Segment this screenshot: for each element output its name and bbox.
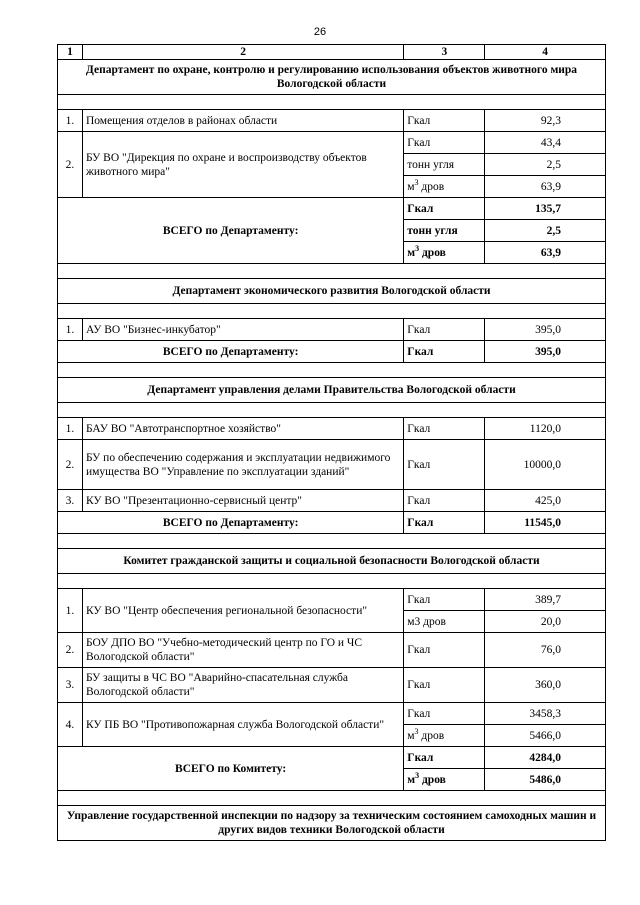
page-number: 26	[313, 26, 327, 38]
spacer-row	[58, 403, 606, 418]
unit-cell	[404, 418, 485, 440]
value-cell: 1120,0	[485, 418, 606, 440]
spacer-row	[58, 304, 606, 319]
row-number: 3.	[58, 668, 83, 703]
spacer-row	[58, 363, 606, 378]
value-cell: 389,7	[485, 589, 606, 611]
value-cell: 92,3	[485, 110, 606, 132]
value-cell: 5466,0	[485, 725, 606, 747]
section-title: Департамент экономического развития Вологодской области	[58, 279, 606, 304]
unit-cell	[404, 589, 485, 611]
total-label: ВСЕГО по Департаменту:	[58, 341, 404, 363]
value-cell: 20,0	[485, 611, 606, 633]
unit-cell	[404, 319, 485, 341]
spacer-cell	[58, 363, 606, 378]
unit-cell	[404, 176, 485, 198]
unit-text: Гкал	[407, 593, 431, 606]
unit-text: Гкал	[407, 516, 434, 529]
value-cell: 63,9	[485, 176, 606, 198]
spacer-cell	[58, 791, 606, 806]
table-row	[58, 633, 606, 668]
unit-suffix: дров	[419, 246, 446, 259]
value-cell: 76,0	[485, 633, 606, 668]
organization-name: КУ ВО "Центр обеспечения региональной безопасности"	[82, 589, 403, 633]
organization-name: БАУ ВО "Автотранспортное хозяйство"	[82, 418, 403, 440]
value-cell: 63,9	[485, 242, 606, 264]
unit-text: м3 дров	[407, 615, 446, 628]
unit-text: м	[407, 773, 416, 786]
unit-suffix: дров	[419, 773, 446, 786]
section-title-row	[58, 378, 606, 403]
table-row	[58, 668, 606, 703]
unit-text: Гкал	[407, 751, 434, 764]
unit-cell	[404, 747, 485, 769]
unit-text: Гкал	[407, 644, 431, 656]
unit-text: тонн угля	[407, 158, 454, 171]
table-row	[58, 319, 606, 341]
unit-cell	[404, 490, 485, 512]
spacer-row	[58, 264, 606, 279]
value-cell: 395,0	[485, 319, 606, 341]
section-title: Департамент по охране, контролю и регулированию использования объектов животного мира Вологодской области	[58, 60, 606, 95]
table-row	[58, 132, 606, 154]
section-title-row	[58, 806, 606, 841]
unit-cell	[404, 725, 485, 747]
value-cell: 5486,0	[485, 769, 606, 791]
spacer-row	[58, 534, 606, 549]
unit-cell	[404, 242, 485, 264]
total-label: ВСЕГО по Департаменту:	[58, 198, 404, 264]
total-label: ВСЕГО по Департаменту:	[58, 512, 404, 534]
value-cell: 395,0	[485, 341, 606, 363]
column-header: 4	[485, 45, 606, 60]
total-row	[58, 341, 606, 363]
unit-cell	[404, 512, 485, 534]
table-row	[58, 703, 606, 725]
unit-superscript: 3	[414, 726, 419, 736]
unit-suffix: дров	[418, 180, 445, 193]
row-number: 1.	[58, 319, 83, 341]
table-row	[58, 110, 606, 132]
table-row	[58, 589, 606, 611]
total-row	[58, 198, 606, 220]
organization-name: БУ защиты в ЧС ВО "Аварийно-спасательная служба Вологодской области"	[82, 668, 403, 703]
total-row	[58, 512, 606, 534]
unit-text: Гкал	[407, 114, 431, 127]
organization-name: БОУ ДПО ВО "Учебно-методический центр по ГО и ЧС Вологодской области"	[82, 633, 403, 668]
unit-text: Гкал	[407, 494, 431, 507]
unit-superscript: 3	[415, 770, 420, 780]
value-cell: 2,5	[485, 154, 606, 176]
spacer-cell	[58, 574, 606, 589]
value-cell: 43,4	[485, 132, 606, 154]
unit-text: Гкал	[407, 345, 434, 358]
spacer-cell	[58, 264, 606, 279]
value-cell: 2,5	[485, 220, 606, 242]
table-row	[58, 418, 606, 440]
unit-text: м	[407, 246, 416, 259]
organization-name: БУ по обеспечению содержания и эксплуатации недвижимого имущества ВО "Управление по эксплуатации зданий"	[82, 440, 403, 490]
column-header: 3	[404, 45, 485, 60]
value-cell: 360,0	[485, 668, 606, 703]
unit-cell	[404, 668, 485, 703]
organization-name: БУ ВО "Дирекция по охране и воспроизводству объектов животного мира"	[82, 132, 403, 198]
spacer-cell	[58, 403, 606, 418]
unit-text: Гкал	[407, 422, 431, 435]
unit-text: Гкал	[407, 679, 431, 691]
value-cell: 11545,0	[485, 512, 606, 534]
spacer-cell	[58, 304, 606, 319]
value-cell: 135,7	[485, 198, 606, 220]
value-cell: 425,0	[485, 490, 606, 512]
row-number: 1.	[58, 418, 83, 440]
organization-name: КУ ПБ ВО "Противопожарная служба Вологодской области"	[82, 703, 403, 747]
unit-text: тонн угля	[407, 224, 458, 237]
total-row	[58, 747, 606, 769]
value-cell: 4284,0	[485, 747, 606, 769]
row-number: 3.	[58, 490, 83, 512]
unit-text: м	[407, 729, 415, 742]
value-cell: 3458,3	[485, 703, 606, 725]
row-number: 4.	[58, 703, 83, 747]
spacer-cell	[58, 534, 606, 549]
unit-text: Гкал	[407, 323, 431, 336]
unit-cell	[404, 611, 485, 633]
value-cell: 10000,0	[485, 440, 606, 490]
section-title-row	[58, 60, 606, 95]
organization-name: АУ ВО "Бизнес-инкубатор"	[82, 319, 403, 341]
unit-text: Гкал	[407, 707, 431, 720]
unit-cell	[404, 154, 485, 176]
organization-name: КУ ВО "Презентационно-сервисный центр"	[82, 490, 403, 512]
spacer-cell	[58, 95, 606, 110]
unit-suffix: дров	[418, 729, 445, 742]
unit-cell	[404, 341, 485, 363]
unit-text: Гкал	[407, 202, 434, 215]
spacer-row	[58, 95, 606, 110]
column-header: 1	[58, 45, 83, 60]
row-number: 2.	[58, 440, 83, 490]
row-number: 2.	[58, 132, 83, 198]
section-title: Управление государственной инспекции по надзору за техническим состоянием самоходных машин и других видов техники Вологодской области	[58, 806, 606, 841]
heat-consumption-table	[57, 44, 606, 841]
column-header-row	[58, 45, 606, 60]
unit-cell	[404, 769, 485, 791]
unit-cell	[404, 132, 485, 154]
table-row	[58, 440, 606, 490]
organization-name: Помещения отделов в районах области	[82, 110, 403, 132]
unit-superscript: 3	[415, 243, 420, 253]
unit-cell	[404, 703, 485, 725]
section-title: Департамент управления делами Правительства Вологодской области	[58, 378, 606, 403]
unit-cell	[404, 220, 485, 242]
unit-cell	[404, 633, 485, 668]
unit-text: м	[407, 180, 415, 193]
unit-text: Гкал	[407, 136, 431, 149]
section-title: Комитет гражданской защиты и социальной безопасности Вологодской области	[58, 549, 606, 574]
table-row	[58, 490, 606, 512]
unit-text: Гкал	[407, 458, 431, 471]
row-number: 1.	[58, 110, 83, 132]
spacer-row	[58, 574, 606, 589]
column-header: 2	[82, 45, 403, 60]
section-title-row	[58, 549, 606, 574]
total-label: ВСЕГО по Комитету:	[58, 747, 404, 791]
unit-cell	[404, 110, 485, 132]
row-number: 2.	[58, 633, 83, 668]
row-number: 1.	[58, 589, 83, 633]
unit-cell	[404, 440, 485, 490]
unit-superscript: 3	[414, 177, 419, 187]
spacer-row	[58, 791, 606, 806]
section-title-row	[58, 279, 606, 304]
unit-cell	[404, 198, 485, 220]
